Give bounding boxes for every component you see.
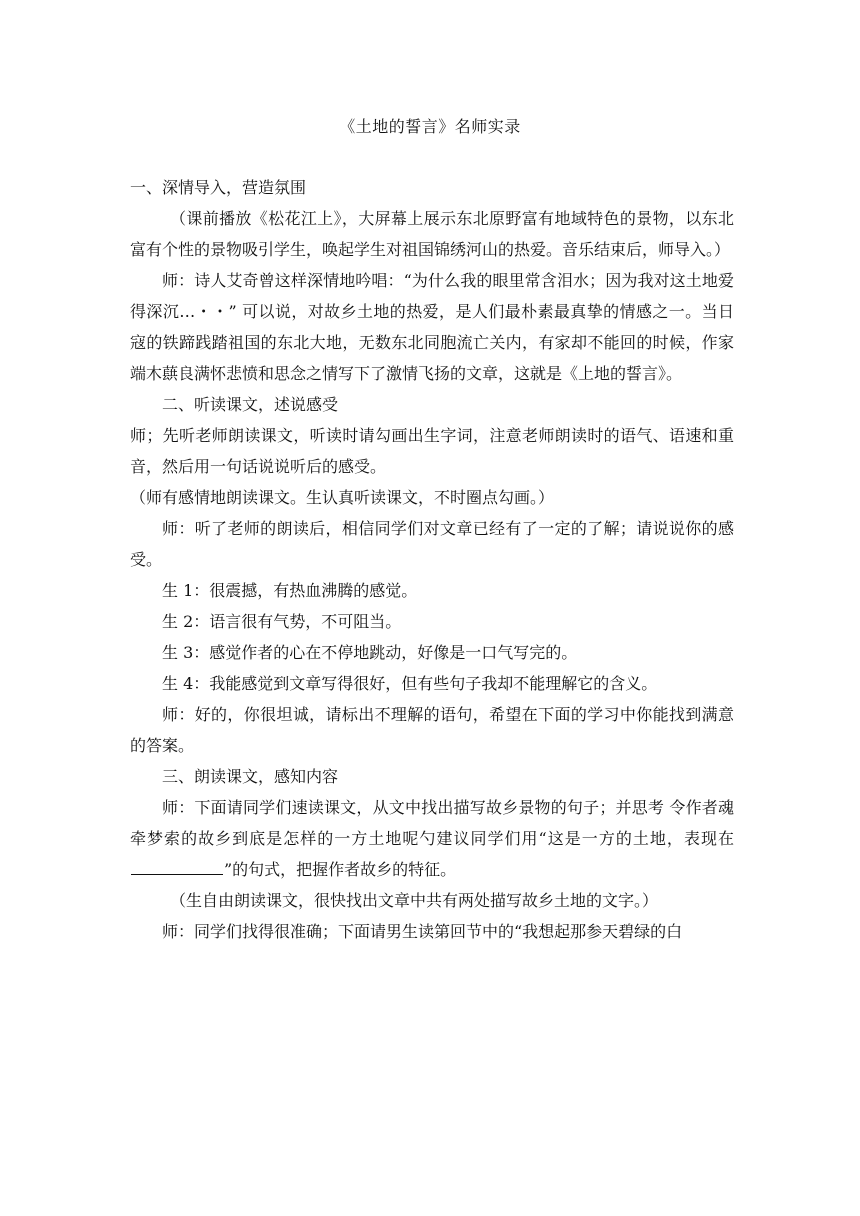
fill-in-blank bbox=[131, 858, 223, 875]
paragraph-teacher-instruction: 师；先听老师朗读课文，听读时请勾画出生字词，注意老师朗读时的语气、语速和重音，然后用一句话说说听后的感受。 bbox=[130, 426, 734, 476]
paragraph-stage-note-2: （师有感情地朗读课文。生认真听读课文，不时圈点勾画。） bbox=[130, 488, 555, 507]
paragraph-student-1: 生 1：很震撼，有热血沸腾的感觉。 bbox=[162, 581, 418, 600]
paragraph-stage-note: （课前播放《松花江上》，大屏幕上展示东北原野富有地域特色的景物，以东北富有个性的景物吸引学生，唤起学生对祖国锦绣河山的热爱。音乐结束后，师导入。） bbox=[130, 209, 734, 259]
document-title: 《土地的誓言》名师实录 bbox=[339, 117, 521, 136]
paragraph-teacher-task bbox=[130, 792, 734, 885]
paragraph-teacher-question: 师：听了老师的朗读后，相信同学们对文章已经有了一定的了解；请说说你的感受。 bbox=[130, 519, 734, 569]
task-text-after: ”的句式，把握作者故乡的特征。 bbox=[224, 860, 457, 879]
paragraph-student-2: 生 2：语言很有气势，不可阻当。 bbox=[162, 612, 402, 631]
document-body bbox=[130, 172, 734, 947]
section-heading-1: 一、深情导入，营造氛围 bbox=[130, 178, 307, 197]
paragraph-stage-note-3: （生自由朗读课文，很快找出文章中共有两处描写故乡土地的文字。） bbox=[170, 891, 659, 910]
paragraph-student-3: 生 3：感觉作者的心在不停地跳动，好像是一口气写完的。 bbox=[162, 643, 578, 662]
paragraph-teacher-next: 师：同学们找得很准确；下面请男生读第回节中的“我想起那参天碧绿的白 bbox=[162, 922, 683, 941]
task-text-before: 师：下面请同学们速读课文，从文中找出描写故乡景物的句子；并思考 令作者魂牵梦索的故乡到底是怎样的一方土地呢勺建议同学们用“这是一方的土地，表现在 bbox=[130, 798, 734, 848]
section-heading-2: 二、听读课文，述说感受 bbox=[162, 395, 339, 414]
paragraph-student-4: 生 4：我能感觉到文章写得很好，但有些句子我却不能理解它的含义。 bbox=[162, 674, 658, 693]
paragraph-teacher-intro: 师：诗人艾奇曾这样深情地吟唱：“为什么我的眼里常含泪水；因为我对这土地爱得深沉…・・” 可以说，对故乡土地的热爱，是人们最朴素最真挚的情感之一。当日寇的铁蹄践踏祖国的东北大地，无数东北同胞流亡关内，有家却不能回的时候，作家端木蕻良满怀悲愤和思念之情写下了激情飞扬的文章，这就是《上地的誓言》。 bbox=[130, 271, 734, 383]
paragraph-teacher-response: 师：好的，你很坦诚，请标出不理解的语句，希望在下面的学习中你能找到满意的答案。 bbox=[130, 705, 734, 755]
section-heading-3: 三、朗读课文，感知内容 bbox=[162, 767, 339, 786]
